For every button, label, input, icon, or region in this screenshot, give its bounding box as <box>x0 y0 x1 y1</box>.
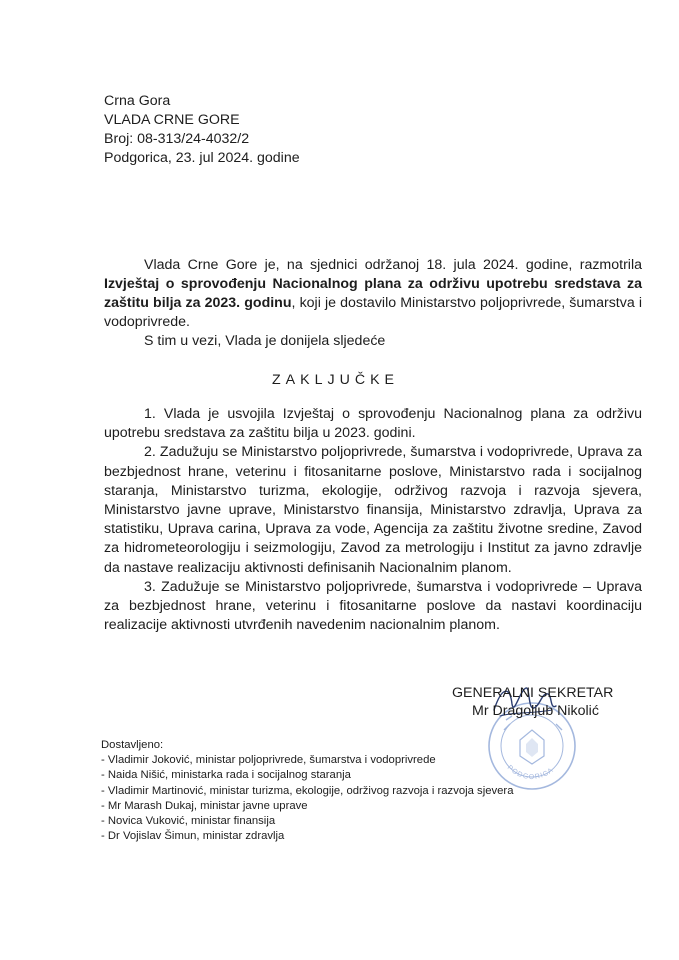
intro-section <box>104 256 642 351</box>
recipient-item: - Naida Nišić, ministarka rada i socijalnog staranja <box>101 769 351 782</box>
conclusion-item: 1. Vlada je usvojila Izvještaj o sprovođenju Nacionalnog plana za održivu upotrebu sredstava za zaštitu bilja u 2023. godini. <box>104 406 642 442</box>
intro-followup: S tim u vezi, Vlada je donijela sljedeće <box>144 333 386 349</box>
signature-role: GENERALNI SEKRETAR <box>452 685 614 701</box>
header-country: Crna Gora <box>104 93 171 109</box>
signature-name: Mr Dragoljub Nikolić <box>472 703 599 719</box>
recipient-item: - Dr Vojislav Šimun, ministar zdravlja <box>101 830 285 843</box>
recipient-item: - Novica Vuković, ministar finansija <box>101 815 276 828</box>
distribution-list <box>101 738 513 844</box>
document-header <box>104 92 300 168</box>
conclusion-item: 3. Zadužuje se Ministarstvo poljoprivrede, šumarstva i vodoprivrede – Uprava za bezbjednost hrane, veterinu i fitosanitarne poslove da nastavi koordinaciju realizacije aktivnosti utvrđenih navedenim nacionalnim planom. <box>104 578 642 634</box>
conclusion-item: 2. Zadužuju se Ministarstvo poljoprivrede, šumarstva i vodoprivrede, Uprava za bezbjednost hrane, veterinu i fitosanitarne poslove, Ministarstvo rada i socijalnog staranja, Ministarstvo turizma, ekologije, održivog razvoja i razvoja sjevera, Ministarstvo javne uprave, Ministarstvo finansija, Ministarstvo zdravlja, Uprava za statistiku, Uprava carina, Uprava za vode, Agencija za zaštitu životne sredine, Zavod za hidrometeorologiju i seizmologiju, Zavod za metrologiju i Institut za javno zdravlje da nastave realizaciju aktivnosti definisanih Nacionalnim planom. <box>104 444 642 576</box>
conclusions-list <box>104 405 642 635</box>
header-number: Broj: 08-313/24-4032/2 <box>104 131 250 147</box>
signature-block <box>452 684 652 720</box>
intro-text-start: Vlada Crne Gore je, na sjednici održanoj 18. jula 2024. godine, razmotrila <box>144 257 642 273</box>
header-government: VLADA CRNE GORE <box>104 112 240 128</box>
header-place-date: Podgorica, 23. jul 2024. godine <box>104 150 300 166</box>
intro-paragraph <box>104 256 642 332</box>
recipient-item: - Vladimir Joković, ministar poljoprivrede, šumarstva i vodoprivrede <box>101 754 436 767</box>
recipient-item: - Vladimir Martinović, ministar turizma, ekologije, održivog razvoja i razvoja sjevera <box>101 784 514 797</box>
intro-text-end: , koji je dostavilo Ministarstvo poljoprivrede, šumarstva i vodoprivrede. <box>104 295 642 330</box>
distribution-label: Dostavljeno: <box>101 739 164 751</box>
conclusions-title <box>0 372 679 388</box>
recipient-item: - Mr Marash Dukaj, ministar javne uprave <box>101 799 308 812</box>
conclusions-title-text: ZAKLJUČKE <box>272 372 399 388</box>
stamp-text-bottom: PODGORICA <box>505 764 556 781</box>
recipient-list <box>101 753 513 844</box>
intro-report-title: Izvještaj o sprovođenju Nacionalnog plana za održivu upotrebu sredstava za zaštitu bilja za 2023. godinu <box>104 276 642 311</box>
